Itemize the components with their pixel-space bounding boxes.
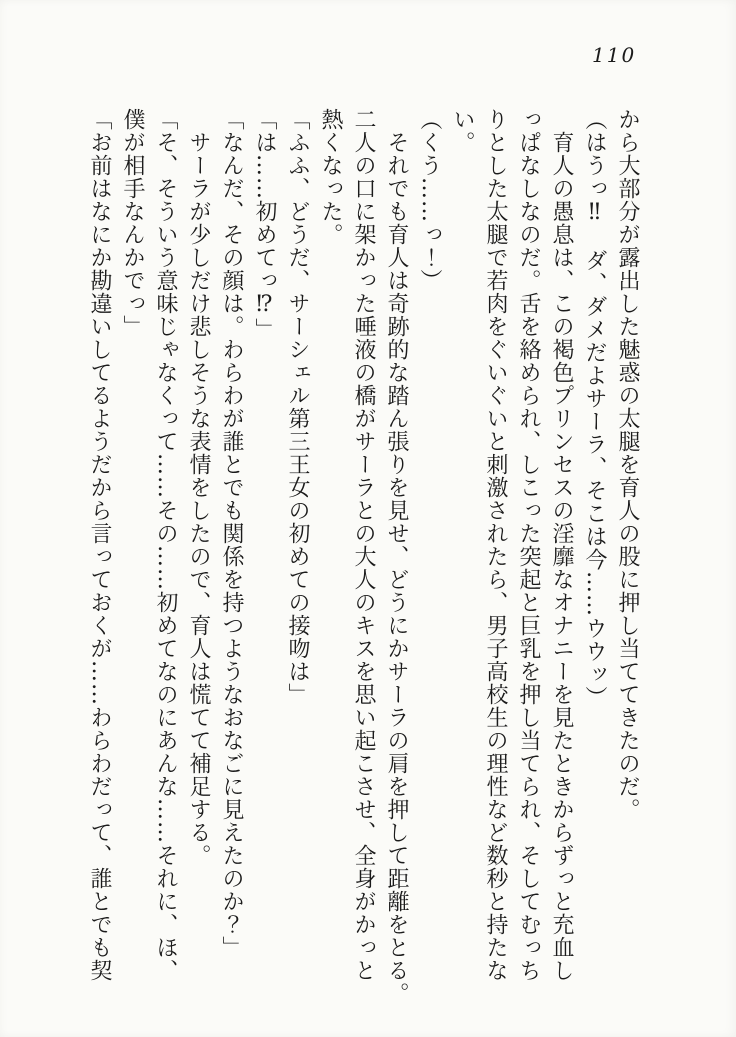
text-line: 二人の口に架かった唾液の橋がサーラとの大人のキスを思い起こさせ、全身がかっと: [351, 108, 376, 982]
text-line: （くう……っ！）: [417, 108, 442, 292]
text-line: 「ふふ、どうだ、サーシェル第三王女の初めての接吻は」: [285, 108, 310, 706]
text-line: 「なんだ、その顔は。わらわが誰とでも関係を持つようなおなごに見えたのか？」: [219, 108, 244, 959]
text-line: 僕が相手なんかでっ」: [120, 108, 145, 338]
text-line: 熱くなった。: [318, 108, 343, 246]
page-text: [83, 108, 644, 1018]
text-line: （はうっ‼ ダ、ダメだよサーラ、そこは今……ウウッ）: [582, 108, 607, 709]
text-line: 育人の愚息は、この褐色プリンセスの淫靡なオナニーを見たときからずっと充血し: [549, 131, 574, 982]
text-line: 「そ、そういう意味じゃなくって……その……初めてなのにあんな……それに、ほ、: [153, 108, 178, 982]
text-line: っぱなしなのだ。舌を絡められ、しこった突起と巨乳を押し当てられ、そしてむっち: [516, 108, 541, 982]
text-line: い。: [450, 108, 475, 154]
text-line: それでも育人は奇跡的な踏ん張りを見せ、どうにかサーラの肩を押して距離をとる。: [384, 131, 409, 1005]
text-line: りとした太腿で若肉をぐいぐいと刺激されたら、男子高校生の理性など数秒と持たな: [483, 108, 508, 982]
text-line: 「お前はなにか勘違いしてるようだから言っておくが……わらわだって、誰とでも契: [87, 108, 112, 982]
text-line: から大部分が露出した魅惑の太腿を育人の股に押し当ててきたのだ。: [615, 108, 640, 821]
text-line: 「は……初めてっ⁉」: [252, 108, 277, 341]
page-number: 110: [592, 43, 637, 67]
text-line: サーラが少しだけ悲しそうな表情をしたので、育人は慌てて補足する。: [186, 131, 211, 867]
